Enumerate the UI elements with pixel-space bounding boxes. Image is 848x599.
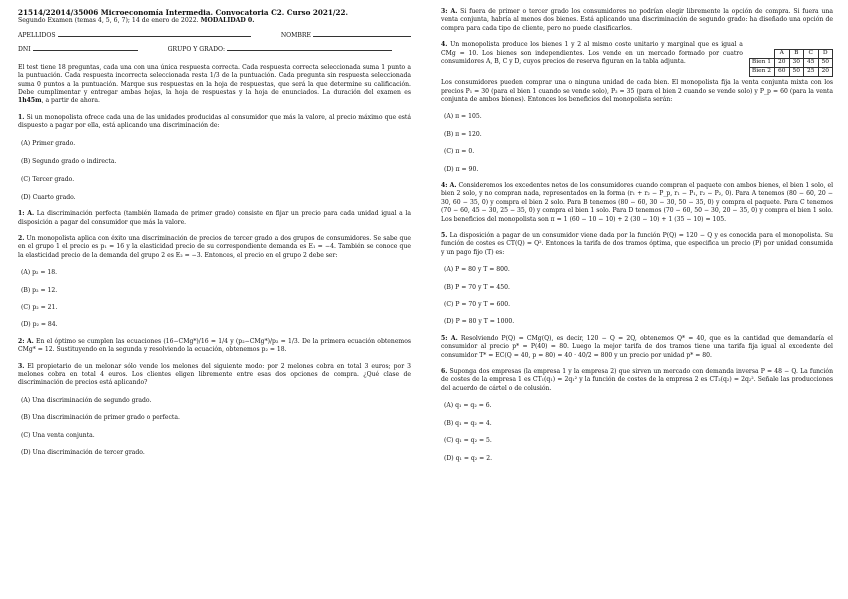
question-1: 1. Si un monopolista ofrece cada una de las unidades producidas al consumidor que más la valore, al precio máximo que está dispuesto a pagar por ella, está aplicando una discriminación de: (A) Primer grado. (B) Segundo grado o indirecta. (C) Tercer grado. (D) Cuarto grado. 1: A. La discriminación perfecta (también llamada de primer grado) consiste en fijar un precio para cada unidad igual a la disposición a pagar del consumidor que más la valore. [18,113,412,226]
table-cell: 20 [775,59,790,68]
table-cell: 20 [818,68,833,77]
exam-duration: 1h45m [18,97,42,105]
options [441,402,833,463]
option-b[interactable]: (B) Segundo grado o indirecta. [21,157,117,165]
option-a[interactable]: (A) π = 105. [444,113,482,121]
option-c[interactable]: (C) P = 70 y T = 600. [444,301,511,309]
option-c[interactable]: (C) Una venta conjunta. [21,431,95,439]
options [18,397,411,458]
apellidos-label: APELLIDOS [18,31,56,39]
apellidos-blank[interactable] [58,30,251,37]
answer-5: 5: A. Resolviendo P(Q) = CMg(Q), es decir, 120 − Q = 2Q, obtenemos Q* = 40, que es la cantidad que demandaría el consumidor al precio p* = P(40) = 80. Luego la mejor tarifa de dos tramos tiene una tarifa fija igual al excedente del consumidor T* = EC(Q = 40, p = 80) = 40 · 40/2 = 800 y un precio por unidad p* = 80. [441,334,833,359]
exam-title: 21514/22014/35006 Microeconomía Intermedia. Convocatoria C2. Curso 2021/22. [18,8,349,17]
option-d[interactable]: (D) q₁ = q₂ = 2. [444,454,493,462]
table-cell: 50 [818,59,833,68]
table-header-row [749,50,832,59]
option-b[interactable]: (B) π = 120. [444,130,482,138]
table-cell: 30 [789,59,804,68]
instructions: El test tiene 18 preguntas, cada una con una única respuesta correcta. Cada respuesta correcta seleccionada suma 1 punto a la puntuación. Cada respuesta incorrecta seleccionada resta 1/3 de la puntuación. Cada pregunta sin respuesta seleccionada suma 0 puntos a la puntuación. Marque sus respuestas en la hoja de respuestas, que será la que determine su calificación. Debe cumplimentar y entregar ambas hojas, la hoja de respuestas y la hoja de enunciados. La duración del examen es 1h45m, a partir de ahora. [18,63,411,105]
option-b[interactable]: (B) p₂ = 12. [21,286,58,294]
option-c[interactable]: (C) Tercer grado. [21,175,75,183]
table-cell: 25 [804,68,819,77]
option-a[interactable]: (A) p₂ = 18. [21,269,58,277]
nombre-blank[interactable] [313,30,411,37]
student-fields [18,30,411,55]
option-a[interactable]: (A) P = 80 y T = 800. [444,266,510,274]
answer-2: 2: A. En el óptimo se cumplen las ecuaciones (16−CMg*)/16 = 1/4 y (p₂−CMg*)/p₂ = 1/3. De la primera ecuación obtenemos CMg* = 12. Sustituyendo en la segunda y resolviendo la ecuación, obtenemos p₂ = 18. [18,337,411,354]
question-text: Un monopolista aplica con éxito una discriminación de precios de tercer grado a dos grupos de consumidores. Se sabe que en el grupo 1 el precio es p₁ = 16 y la elasticidad precio de su correspondiente demanda es E₁ = −4. También se conoce que la elasticidad precio de la demanda del grupo 2 es E₂ = −3. Entonces, el precio en el grupo 2 debe ser: [18,235,411,259]
option-b[interactable]: (B) P = 70 y T = 450. [444,283,510,291]
option-a[interactable]: (A) Una discriminación de segundo grado. [21,396,152,404]
grupo-blank[interactable] [227,44,392,51]
option-d[interactable]: (D) π = 90. [444,165,479,173]
question-text: Si un monopolista ofrece cada una de las unidades producidas al consumidor que más la valore, al precio máximo que está dispuesto a pagar por ella, está aplicando una discriminación de: [18,113,412,130]
option-c[interactable]: (C) p₂ = 21. [21,304,58,312]
name-row [18,30,411,40]
table-cell: 45 [804,59,819,68]
reservation-price-table [749,49,833,77]
option-b[interactable]: (B) q₁ = q₂ = 4. [444,419,492,427]
row-label: Bien 1 [749,59,774,68]
exam-subtitle [18,17,411,26]
question-2: 2. Un monopolista aplica con éxito una discriminación de precios de tercer grado a dos grupos de consumidores. Se sabe que en el grupo 1 el precio es p₁ = 16 y la elasticidad precio de su correspondiente demanda es E₁ = −4. También se conoce que la elasticidad precio de la demanda del grupo 2 es E₂ = −3. Entonces, el precio en el grupo 2 debe ser: (A) p₂ = 18. (B) p₂ = 12. (C) p₂ = 21. (D) p₂ = 84. 2: A. En el óptimo se cumplen las ecuaciones (16−CMg*)/16 = 1/4 y (p₂−CMg*)/p₂ = 1/3. De la primera ecuación obtenemos CMg* = 12. Sustituyendo en la segunda y resolviendo la ecuación, obtenemos p₂ = 18. [18,235,411,354]
question-4: A B C D Bien 1 20 30 45 50 Bien 2 60 50 25 20 4. Un monopolista produce los bienes 1 y 2 al mismo coste unitario y marginal que es igual a CMg = 10. Los bienes son independientes. Los vende en un mercado formado por cuatro consumidores A, B, C y D, cuyos precios de reserva figuran en la tabla adjunta. Los consumidores pueden comprar una o ninguna unidad de cada bien. El monopolista fija la venta conjunta mixta con los precios P₁ = 30 (para el bien 1 cuando se vende solo), P₂ = 35 (para el bien 2 cuando se vende solo) y P_p = 60 (para la venta conjunta de ambos bienes). Entonces los beneficios del monopolista serán: (A) π = 105. (B) π = 120. (C) π = 0. (D) π = 90. 4: A. Consideremos los excedentes netos de los consumidores cuando compran el paquete con ambos bienes, el bien 1 solo, el bien 2 solo, y no compran nada, representados en la forma (r₁ + r₂ − P_p, r₁ − P₁, r₂ − P₂, 0). Para A tenemos (80 − 60, 20 − 30, 60 − 35, 0) y compra el bien 2 solo. Para B tenemos (80 − 60, 30 − 30, 50 − 35, 0) y compra el paquete. Para C tenemos (70 − 60, 45 − 30, 25 − 35, 0) y compra el bien 1 solo. Para D tenemos (70 − 60, 50 − 30, 20 − 35, 0) y compra el bien 1 solo. Los beneficios del monopolista son π = 1 (60 − 10 − 10) + 2 (30 − 10) + 1 (35 − 10) = 105. [441,41,834,223]
reservation-price-table-wrap [749,49,833,77]
table-header-cell: C [804,50,819,59]
grupo-label: GRUPO Y GRADO: [167,46,226,54]
option-d[interactable]: (D) P = 80 y T = 1000. [444,318,515,326]
table-row [749,59,832,68]
answer-4: 4: A. Consideremos los excedentes netos de los consumidores cuando compran el paquete con ambos bienes, el bien 1 solo, el bien 2 solo, y no compran nada, representados en la forma (r₁ + r₂ − P_p, r₁ − P₁, r₂ − P₂, 0). Para A tenemos (80 − 60, 20 − 30, 60 − 35, 0) y compra el bien 2 solo. Para B tenemos (80 − 60, 30 − 30, 50 − 35, 0) y compra el paquete. Para C tenemos (70 − 60, 45 − 30, 25 − 35, 0) y compra el bien 1 solo. Para D tenemos (70 − 60, 50 − 30, 20 − 35, 0) y compra el bien 1 solo. Los beneficios del monopolista son π = 1 (60 − 10 − 10) + 2 (30 − 10) + 1 (35 − 10) = 105. [441,181,834,223]
question-text: Suponga dos empresas (la empresa 1 y la empresa 2) que sirven un mercado con demanda inversa P = 48 − Q. La función de costes de la empresa 1 es CT₁(q₁) = 2q₁² y la función de costes de la empresa 2 es CT₂(q₂) = 2q₂². Señale las producciones del acuerdo de cártel o de colusión. [441,368,833,392]
option-a[interactable]: (A) q₁ = q₂ = 6. [444,402,492,410]
option-d[interactable]: (D) Una discriminación de tercer grado. [21,449,145,457]
option-c[interactable]: (C) π = 0. [444,148,475,156]
exam-modalidad: MODALIDAD 0. [200,17,255,25]
question-5: 5. La disposición a pagar de un consumidor viene dada por la función P(Q) = 120 − Q y es conocida para el monopolista. Su función de costes es CT(Q) = Q². Entonces la tarifa de dos tramos óptima, que especifica un precio (P) por unidad consumida y un pago fijo (T) es: (A) P = 80 y T = 800. (B) P = 70 y T = 450. (C) P = 70 y T = 600. (D) P = 80 y T = 1000. 5: A. Resolviendo P(Q) = CMg(Q), es decir, 120 − Q = 2Q, obtenemos Q* = 40, que es la cantidad que demandaría el consumidor al precio p* = P(40) = 80. Luego la mejor tarifa de dos tramos tiene una tarifa fija igual al excedente del consumidor T* = EC(Q = 40, p = 80) = 40 · 40/2 = 800 y un precio por unidad p* = 80. [441,232,834,359]
table-cell: 60 [775,68,790,77]
question-6: 6. Suponga dos empresas (la empresa 1 y la empresa 2) que sirven un mercado con demanda inversa P = 48 − Q. La función de costes de la empresa 1 es CT₁(q₁) = 2q₁² y la función de costes de la empresa 2 es CT₂(q₂) = 2q₂². Señale las producciones del acuerdo de cártel o de colusión. (A) q₁ = q₂ = 6. (B) q₁ = q₂ = 4. (C) q₁ = q₂ = 5. (D) q₁ = q₂ = 2. [441,368,833,462]
options [18,269,411,330]
dni-blank[interactable] [33,44,138,51]
nombre-label: NOMBRE [280,31,311,39]
right-column [441,8,833,463]
dni-row [18,44,411,54]
option-a[interactable]: (A) Primer grado. [21,140,76,148]
option-c[interactable]: (C) q₁ = q₂ = 5. [444,437,492,445]
option-d[interactable]: (D) Cuarto grado. [21,193,76,201]
table-header-cell: D [818,50,833,59]
table-header-cell: A [775,50,790,59]
options [18,140,411,202]
question-text: El propietario de un melonar sólo vende los melones del siguiente modo: por 2 melones cobra en total 3 euros; por 3 melones cobra en total 4 euros. Los clientes eligen libremente entre esas dos opciones de compra. ¿Qué clase de discriminación de precios está aplicando? [18,362,411,387]
option-d[interactable]: (D) p₂ = 84. [21,321,58,329]
table-header-cell: B [789,50,804,59]
options [441,266,833,327]
question-text-continued: Los consumidores pueden comprar una o ninguna unidad de cada bien. El monopolista fija la venta conjunta mixta con los precios P₁ = 30 (para el bien 1 cuando se vende solo), P₂ = 35 (para el bien 2 cuando se vende solo) y P_p = 60 (para la venta conjunta de ambos bienes). Entonces los beneficios del monopolista serán: [441,79,833,103]
question-text: Un monopolista produce los bienes 1 y 2 al mismo coste unitario y marginal que es igual a CMg = 10. Los bienes son independientes. Los vende en un mercado formado por cuatro consumidores A, B, C y D, cuyos precios de reserva figuran en la tabla adjunta. [441,41,743,66]
answer-1: 1: A. La discriminación perfecta (también llamada de primer grado) consiste en fijar un precio para cada unidad igual a la disposición a pagar del consumidor que más la valore. [18,210,412,226]
left-column [18,8,411,458]
option-b[interactable]: (B) Una discriminación de primer grado o perfecta. [21,414,180,422]
options [441,113,833,174]
exam-date: Segundo Examen (temas 4, 5, 6, 7); 14 de enero de 2022. [18,17,199,25]
row-label: Bien 2 [749,68,774,77]
question-3: 3. El propietario de un melonar sólo vende los melones del siguiente modo: por 2 melones cobra en total 3 euros; por 3 melones cobra en total 4 euros. Los clientes eligen libremente entre esas dos opciones de compra. ¿Qué clase de discriminación de precios está aplicando? (A) Una discriminación de segundo grado. (B) Una discriminación de primer grado o perfecta. (C) Una venta conjunta. (D) Una discriminación de tercer grado. [18,362,411,457]
table-row [749,68,832,77]
question-text: La disposición a pagar de un consumidor viene dada por la función P(Q) = 120 − Q y es conocida para el monopolista. Su función de costes es CT(Q) = Q². Entonces la tarifa de dos tramos óptima, que especifica un precio (P) por unidad consumida y un pago fijo (T) es: [441,232,834,256]
table-cell: 50 [789,68,804,77]
dni-label: DNI [18,46,31,54]
answer-3: 3: A. Si fuera de primer o tercer grado los consumidores no podrían elegir libremente la opción de compra. Si fuera una venta conjunta, habría al menos dos bienes. Está aplicando una discriminación de segundo grado: ha diseñado una opción de compra para cada tipo de cliente, pero no puede clasificarlos. [441,8,833,32]
